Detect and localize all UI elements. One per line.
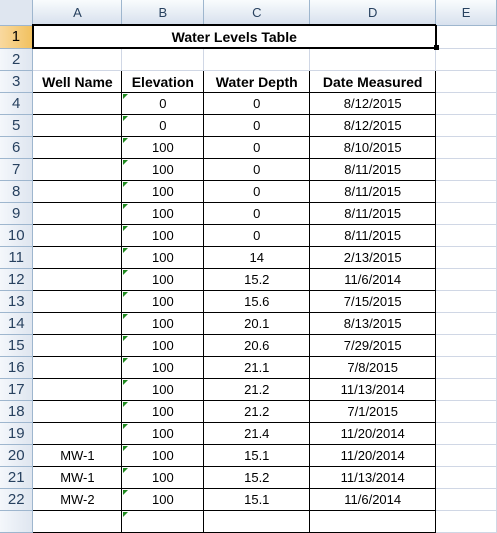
row-header[interactable]: 15	[0, 335, 33, 357]
cell-water-depth[interactable]: 20.1	[204, 313, 310, 335]
cell-elevation[interactable]: 100	[122, 467, 204, 489]
cell-column-e[interactable]	[436, 181, 497, 203]
cell-elevation[interactable]: 100	[122, 313, 204, 335]
cell-column-e[interactable]	[436, 489, 497, 511]
cell-water-depth[interactable]: 0	[204, 159, 310, 181]
cell-date-measured[interactable]: 2/13/2015	[310, 247, 436, 269]
table-row	[0, 335, 497, 357]
cell-well-name[interactable]	[33, 357, 122, 379]
row-header[interactable]: 11	[0, 247, 33, 269]
cell-water-depth[interactable]: 21.2	[204, 401, 310, 423]
cell-water-depth[interactable]: 21.2	[204, 379, 310, 401]
table-row	[0, 291, 497, 313]
cell-well-name[interactable]	[33, 335, 122, 357]
cell-well-name[interactable]	[33, 225, 122, 247]
cell-date-measured[interactable]: 7/1/2015	[310, 401, 436, 423]
table-row	[0, 445, 497, 467]
cell-water-depth[interactable]: 21.4	[204, 423, 310, 445]
cell-date-measured[interactable]: 8/12/2015	[310, 93, 436, 115]
cell-well-name[interactable]	[33, 159, 122, 181]
column-header-a[interactable]: A	[33, 0, 122, 25]
cell-elevation[interactable]: 100	[122, 291, 204, 313]
table-row	[0, 401, 497, 423]
row-header[interactable]: 20	[0, 445, 33, 467]
cell-column-e[interactable]	[436, 357, 497, 379]
cell-date-measured[interactable]: 7/29/2015	[310, 335, 436, 357]
cell-column-e[interactable]	[436, 379, 497, 401]
cell-well-name[interactable]	[33, 313, 122, 335]
cell-date-measured[interactable]: 8/11/2015	[310, 181, 436, 203]
table-row	[0, 247, 497, 269]
cell-elevation[interactable]: 100	[122, 335, 204, 357]
cell-elevation[interactable]: 100	[122, 269, 204, 291]
cell-water-depth[interactable]: 0	[204, 203, 310, 225]
row-header[interactable]: 12	[0, 269, 33, 291]
row-header[interactable]: 6	[0, 137, 33, 159]
select-all-corner[interactable]	[0, 0, 33, 25]
cell-elevation[interactable]: 0	[122, 93, 204, 115]
cell-date-measured[interactable]: 11/20/2014	[310, 423, 436, 445]
row-header-3[interactable]: 3	[0, 71, 33, 93]
header-elevation[interactable]: Elevation	[122, 71, 204, 93]
cell-elevation[interactable]: 100	[122, 445, 204, 467]
cell-elevation[interactable]: 0	[122, 115, 204, 137]
cell-water-depth[interactable]: 0	[204, 181, 310, 203]
cell-column-e[interactable]	[436, 445, 497, 467]
cell-well-name[interactable]	[33, 269, 122, 291]
column-header-d[interactable]: D	[310, 0, 436, 25]
cell-date-measured[interactable]: 7/8/2015	[310, 357, 436, 379]
cell-water-depth[interactable]: 20.6	[204, 335, 310, 357]
cell-e1[interactable]	[436, 25, 497, 48]
table-row	[0, 423, 497, 445]
table-row	[0, 225, 497, 247]
cell-well-name[interactable]	[33, 181, 122, 203]
cell-well-name[interactable]: MW-1	[33, 467, 122, 489]
table-row	[0, 203, 497, 225]
cell-date-measured[interactable]: 11/13/2014	[310, 467, 436, 489]
cell-column-e[interactable]	[436, 203, 497, 225]
row-header[interactable]: 14	[0, 313, 33, 335]
cell-column-e[interactable]	[436, 291, 497, 313]
cell-water-depth[interactable]: 0	[204, 137, 310, 159]
column-header-c[interactable]: C	[204, 0, 310, 25]
table-row	[0, 313, 497, 335]
cell-elevation[interactable]: 100	[122, 401, 204, 423]
cell-elevation[interactable]: 100	[122, 137, 204, 159]
table-title-cell[interactable]: Water Levels Table	[33, 25, 436, 48]
header-well-name[interactable]: Well Name	[33, 71, 122, 93]
cell-water-depth[interactable]: 21.1	[204, 357, 310, 379]
column-header-b[interactable]: B	[122, 0, 204, 25]
cell-column-e[interactable]	[436, 401, 497, 423]
table-row	[0, 93, 497, 115]
cell-c2[interactable]	[204, 48, 310, 71]
row-header[interactable]: 10	[0, 225, 33, 247]
row-header[interactable]: 8	[0, 181, 33, 203]
cell-column-e[interactable]	[436, 93, 497, 115]
cell-well-name[interactable]	[33, 93, 122, 115]
cell-well-name[interactable]	[33, 379, 122, 401]
cell-elevation[interactable]: 100	[122, 159, 204, 181]
cell-water-depth[interactable]: 15.2	[204, 269, 310, 291]
cell-e3[interactable]	[436, 71, 497, 93]
table-row	[0, 357, 497, 379]
cell-well-name[interactable]	[33, 203, 122, 225]
cell-well-name[interactable]	[33, 291, 122, 313]
table-row	[0, 115, 497, 137]
cell-column-e[interactable]	[436, 115, 497, 137]
column-header-e[interactable]: E	[436, 0, 497, 25]
cell-elevation[interactable]: 100	[122, 247, 204, 269]
cell-water-depth[interactable]: 14	[204, 247, 310, 269]
cell-well-name[interactable]	[33, 115, 122, 137]
cell-date-measured[interactable]: 8/11/2015	[310, 159, 436, 181]
row-header[interactable]: 21	[0, 467, 33, 489]
cell-column-e[interactable]	[436, 159, 497, 181]
cell-column-e[interactable]	[436, 313, 497, 335]
cell-water-depth[interactable]: 15.1	[204, 445, 310, 467]
row-header[interactable]: 13	[0, 291, 33, 313]
row-header[interactable]: 7	[0, 159, 33, 181]
table-row	[0, 467, 497, 489]
cell-date-measured[interactable]: 11/20/2014	[310, 445, 436, 467]
cell-column-e[interactable]	[436, 269, 497, 291]
cell-water-depth[interactable]: 0	[204, 225, 310, 247]
table-row	[0, 181, 497, 203]
header-water-depth[interactable]: Water Depth	[204, 71, 310, 93]
table-row	[0, 269, 497, 291]
cell-date-measured[interactable]: 11/6/2014	[310, 269, 436, 291]
table-row	[0, 379, 497, 401]
cell-elevation[interactable]: 100	[122, 203, 204, 225]
cell-well-name[interactable]: MW-2	[33, 489, 122, 511]
cell-date-measured[interactable]: 8/11/2015	[310, 225, 436, 247]
cell-water-depth[interactable]: 15.2	[204, 467, 310, 489]
cell-date-measured[interactable]: 8/11/2015	[310, 203, 436, 225]
table-row	[0, 137, 497, 159]
cell-a2[interactable]	[33, 48, 122, 71]
cell-date-measured[interactable]: 7/15/2015	[310, 291, 436, 313]
row-header[interactable]: 4	[0, 93, 33, 115]
cell-water-depth[interactable]: 15.1	[204, 489, 310, 511]
cell-well-name[interactable]	[33, 137, 122, 159]
cell-column-e[interactable]	[436, 423, 497, 445]
cell-elevation[interactable]: 100	[122, 357, 204, 379]
cell-elevation[interactable]: 100	[122, 489, 204, 511]
table-row	[0, 489, 497, 511]
cell-column-e[interactable]	[436, 247, 497, 269]
row-header-2[interactable]: 2	[0, 48, 33, 71]
cell-column-e[interactable]	[436, 467, 497, 489]
cell-water-depth[interactable]: 0	[204, 93, 310, 115]
row-header[interactable]: 9	[0, 203, 33, 225]
row-header[interactable]: 18	[0, 401, 33, 423]
cell-date-measured[interactable]: 8/10/2015	[310, 137, 436, 159]
cell-well-name[interactable]	[33, 423, 122, 445]
cell-elevation[interactable]: 100	[122, 225, 204, 247]
cell-date-measured[interactable]: 8/12/2015	[310, 115, 436, 137]
cell-date-measured[interactable]: 11/13/2014	[310, 379, 436, 401]
cell-water-depth[interactable]: 0	[204, 115, 310, 137]
cell-elevation[interactable]: 100	[122, 423, 204, 445]
cell-e2[interactable]	[436, 48, 497, 71]
cell-elevation[interactable]: 100	[122, 181, 204, 203]
row-header[interactable]: 5	[0, 115, 33, 137]
cell-well-name[interactable]	[33, 247, 122, 269]
cell-well-name[interactable]: MW-1	[33, 445, 122, 467]
row-header[interactable]: 22	[0, 489, 33, 511]
row-header-1[interactable]: 1	[0, 25, 33, 48]
header-date-measured[interactable]: Date Measured	[310, 71, 436, 93]
row-header[interactable]: 16	[0, 357, 33, 379]
cell-water-depth[interactable]: 15.6	[204, 291, 310, 313]
cell-column-e[interactable]	[436, 137, 497, 159]
fill-handle[interactable]	[434, 45, 439, 50]
cell-column-e[interactable]	[436, 335, 497, 357]
cell-b2[interactable]	[122, 48, 204, 71]
table-row	[0, 159, 497, 181]
row-header[interactable]: 19	[0, 423, 33, 445]
cell-date-measured[interactable]: 8/13/2015	[310, 313, 436, 335]
cell-date-measured[interactable]: 11/6/2014	[310, 489, 436, 511]
cell-elevation[interactable]: 100	[122, 379, 204, 401]
cell-d2[interactable]	[310, 48, 436, 71]
row-header[interactable]: 17	[0, 379, 33, 401]
cell-column-e[interactable]	[436, 225, 497, 247]
cell-well-name[interactable]	[33, 401, 122, 423]
